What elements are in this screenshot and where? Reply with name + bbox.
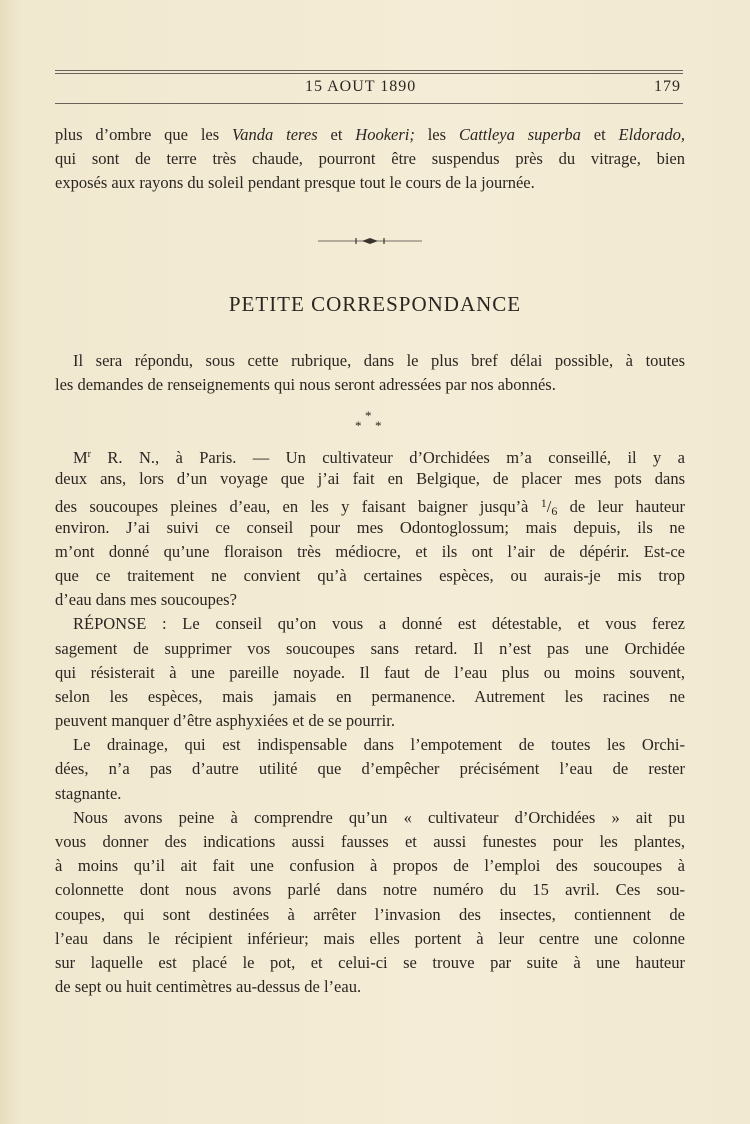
text-line: Il sera répondu, sous cette rubrique, dans le plus bref délai possible, à toutes [73, 351, 685, 370]
text-line: m’ont donné qu’une floraison très médiocre, et ils ont l’air de dépérir. Est-ce [55, 541, 685, 561]
header-rule-bottom [55, 103, 683, 104]
text-line: coupes, qui sont destinées à arrêter l’invasion des insectes, contiennent de [55, 904, 685, 924]
text-line: exposés aux rayons du soleil pendant presque tout le cours de la journée. [55, 173, 535, 193]
section-divider-ornament [318, 236, 422, 246]
text-line: Nous avons peine à comprendre qu’un « cultivateur d’Orchidées » ait pu [73, 807, 685, 827]
header-date: 15 AOUT 1890 [305, 78, 417, 95]
text-line: Le drainage, qui est indispensable dans l’empotement de toutes les Orchi- [73, 735, 685, 755]
text-line: stagnante. [55, 783, 122, 803]
text-line: sur laquelle est placé le pot, et celui-ci se trouve par suite à une hauteur [55, 952, 685, 972]
text-line: RÉPONSE : Le conseil qu’on vous a donné est détestable, et vous ferez [73, 614, 685, 634]
letter-and-reply [55, 443, 685, 999]
text-line: vous donner des indications aussi fausses et aussi funestes pour les plantes, [55, 832, 685, 851]
text-line: l’eau dans le récipient inférieur; mais elles portent à leur centre une colonne [55, 928, 685, 948]
text-line: sagement de supprimer vos soucoupes sans retard. Il n’est pas une Orchidée [55, 638, 685, 658]
text-line: dées, n’a pas d’autre utilité que d’empêcher précisément l’eau de rester [55, 759, 685, 779]
text-line: plus d’ombre que les Vanda teres et Hookeri; les Cattleya superba et Eldorado, [55, 125, 686, 144]
text-line: que ce traitement ne convient qu’à certaines espèces, ou aurais-je mis trop [55, 565, 685, 585]
text-line: qui résisterait à une pareille noyade. Il faut de l’eau plus ou moins souvent, [55, 662, 685, 682]
intro-paragraph [55, 123, 685, 196]
text-line: peuvent manquer d’être asphyxiées et de se pourrir. [55, 711, 395, 731]
header-rule-top-thin [55, 73, 683, 74]
text-line: $M^r$ R. N., à Paris. — Un cultivateur d’Orchidées m’a conseillé, il y a [73, 448, 685, 467]
page-number: 179 [654, 78, 681, 95]
text-line: selon les espèces, mais jamais en permanence. Autrement les racines ne [55, 686, 685, 706]
text-line: qui sont de terre très chaude, pourront être suspendus près du vitrage, bien [55, 149, 685, 169]
text-line: les demandes de renseignements qui nous seront adressées par nos abonnés. [55, 375, 556, 395]
header-rule-top [55, 70, 683, 71]
text-line: à moins qu’il ait fait une confusion à propos de l’emploi des soucoupes à [55, 856, 685, 876]
text-line: de sept ou huit centimètres au-dessus de l’eau. [55, 977, 362, 997]
text-line: environ. J’ai suivi ce conseil pour mes Odontoglossum; mais depuis, ils ne [55, 517, 685, 537]
text-line: deux ans, lors d’un voyage que j’ai fait en Belgique, de placer mes pots dans [55, 469, 685, 489]
section-title: PETITE CORRESPONDANCE [228, 292, 522, 316]
text-line: d’eau dans mes soucoupes? [55, 590, 237, 610]
asterism-ornament: * * * [355, 408, 382, 433]
section-intro [55, 349, 685, 397]
text-line: des soucoupes pleines d’eau, en les y faisant baigner jusqu’à $^1$/6 de leur hauteur [55, 496, 686, 519]
text-line: colonnette dont nous avons parlé dans notre numéro du 15 avril. Ces sou- [55, 880, 685, 900]
